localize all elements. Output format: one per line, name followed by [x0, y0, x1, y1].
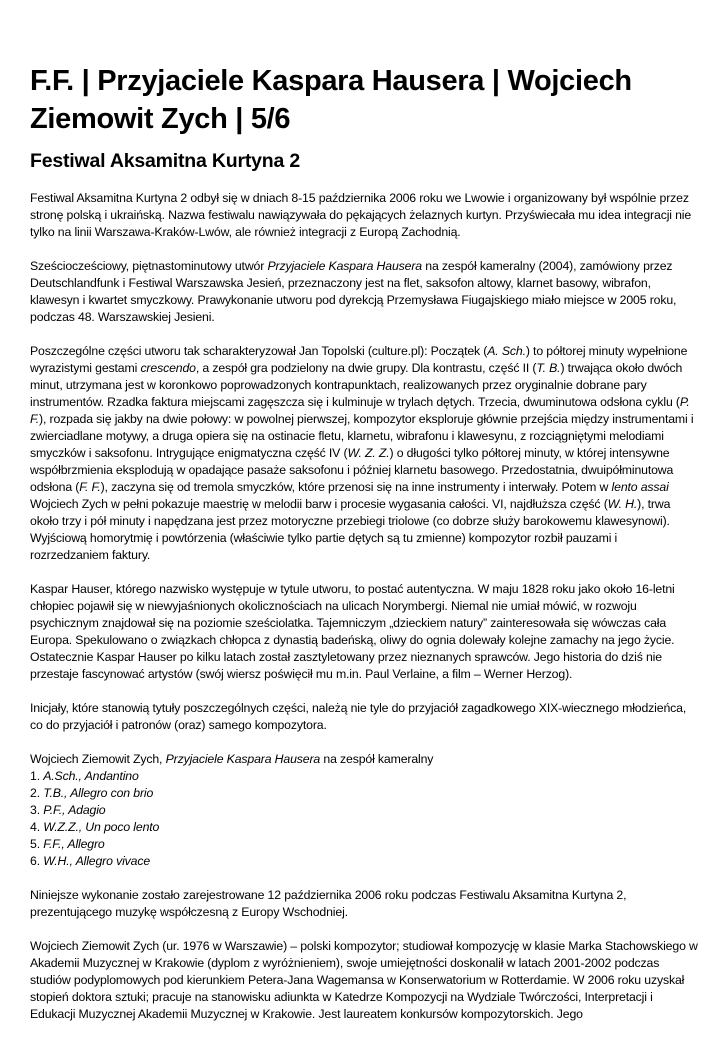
movement-number: 1. [30, 769, 44, 783]
movements-list [30, 751, 698, 870]
movement-number: 6. [30, 854, 44, 868]
list-item [30, 768, 698, 785]
movement-number: 2. [30, 786, 44, 800]
initials-italic: T. B. [536, 361, 561, 375]
movement-title: T.B., Allegro con brio [43, 786, 154, 800]
initials-italic: P. F. [30, 395, 690, 426]
text-run: ), trwa około trzy i pół minuty i napędzana jest przez motoryczne przebiegi triolowe (co dobrze służy barokowemu klawesynowi). Wyjściową homorytmię i powtórzenia (właściwie tylko partie dętych są tu zmienne) kompozytor rozbił pauzami i rozrzedzaniem faktury. [30, 497, 671, 562]
text-run: ), zaczyna się od tremola smyczków, które przenosi się na inne instrumenty i interwały. Potem w [100, 480, 612, 494]
text-run: Wojciech Zych w pełni pokazuje maestrię w melodii barw i procesie wygasania całości. VI, najdłuższa część ( [30, 497, 608, 511]
movement-title: F.F., Allegro [43, 837, 105, 851]
page-title: F.F. | Przyjaciele Kaspara Hausera | Wojciech Ziemowit Zych | 5/6 [30, 65, 632, 135]
movement-title: W.H., Allegro vivace [43, 854, 151, 868]
term-italic: lento assai [611, 480, 669, 494]
document-page [30, 62, 698, 1040]
list-item [30, 819, 698, 836]
term-italic: crescendo [140, 361, 196, 375]
paragraph-work-description [30, 258, 698, 326]
paragraph-kaspar-hauser: Kaspar Hauser, którego nazwisko występuje w tytule utworu, to postać autentyczna. W maju 1828 roku jako około 16-letni chłopiec pojawił się w niewyjaśnionych okolicznościach na ulicach Norymbergi. Niemal nie umiał mówić, w rozwoju psychicznym znajdował się na poziomie sześciolatka. Tajemniczym „dzieckiem natury” zainteresowała się wówczas cała Europa. Spekulowano o związkach chłopca z dynastią badeńską, oliwy do ognia dolewały kolejne zamachy na jego życie. Ostatecznie Kaspar Hauser po kilku latach został zasztyletowany przez nieznanych sprawców. Jego historia do dziś nie przestaje fascynować artystów (swój wiersz poświęcił mu m.in. Paul Verlaine, a film – Werner Herzog). [30, 582, 675, 681]
work-intro [30, 751, 698, 768]
text-run: na zespół kameralny (2004), zamówiony przez Deutschlandfunk i Festiwal Warszawska Jesień, przeznaczony jest na flet, saksofon altowy, klarnet basowy, wibrafon, klawesyn i kwartet smyczkowy. Prawykonanie utworu pod dyrekcją Przemysława Fiugajskiego miało miejsce w 2005 roku, podczas 48. Warszawskiej Jesieni. [30, 259, 677, 324]
paragraph-festival: Festiwal Aksamitna Kurtyna 2 odbył się w dniach 8-15 października 2006 roku we Lwowie i organizowany był wspólnie przez stronę polską i ukraińską. Nazwa festiwalu nawiązywała do pękających żelaznych kurtyn. Przyświecała mu idea integracji nie tylko na linii Warszawa-Kraków-Lwów, ale również integracji z Europą Zachodnią. [30, 191, 692, 239]
paragraph-composer-bio: Wojciech Ziemowit Zych (ur. 1976 w Warszawie) – polski kompozytor; studiował kompozycję w klasie Marka Stachowskiego w Akademii Muzycznej w Krakowie (dyplom z wyróżnieniem), swoje umiejętności doskonalił w latach 2001-2002 podczas studiów podyplomowych pod kierunkiem Petera-Jana Wagemansa w Konserwatorium w Rotterdamie. W 2006 roku uzyskał stopień doktora sztuki; pracuje na stanowisku adiunkta w Katedrze Kompozycji na Wydziale Twórczości, Interpretacji i Edukacji Muzycznej Akademii Muzycznej w Krakowie. Jest laureatem konkursów kompozytorskich. Jego [30, 939, 698, 1021]
text-run: ) to półtorej minuty wypełnione wyrazistymi gestami [30, 344, 688, 375]
movement-title: A.Sch., Andantino [43, 769, 139, 783]
text-run: ) o długości tylko półtorej minuty, w której intensywne współbrzmienia eksplodują w opadające pasaże saksofonu i później klarnetu basowego. Przedostatnia, dwuipółminutowa odsłona ( [30, 446, 674, 494]
movement-number: 5. [30, 837, 44, 851]
initials-italic: F. F. [79, 480, 101, 494]
initials-italic: A. Sch. [487, 344, 526, 358]
work-title-italic: Przyjaciele Kaspara Hausera [165, 752, 321, 766]
movement-number: 4. [30, 820, 44, 834]
paragraph-recording: Niniejsze wykonanie zostało zarejestrowane 12 października 2006 roku podczas Festiwalu Aksamitna Kurtyna 2, prezentującego muzykę współczesną z Europy Wschodniej. [30, 888, 627, 919]
text-run: Wojciech Ziemowit Zych, [30, 752, 166, 766]
movement-number: 3. [30, 803, 44, 817]
paragraph-initials: Inicjały, które stanowią tytuły poszczególnych części, należą nie tyle do przyjaciół zagadkowego XIX-wiecznego młodzieńca, co do przyjaciół i patronów (oraz) samego kompozytora. [30, 701, 687, 732]
list-item [30, 785, 698, 802]
text-run: ), rozpada się jakby na dwie połowy: w powolnej pierwszej, kompozytor eksploruje głównie przejścia między instrumentami i zwierciadlane motywy, a druga opiera się na ostinacie fletu, klarnetu, wibrafonu i klawesynu, z rozciągniętymi melodiami smyczków i saksofonu. Intrygujące enigmatyczna część IV ( [30, 412, 694, 460]
text-run: Poszczególne części utworu tak scharakteryzował Jan Topolski (culture.pl): Początek ( [30, 344, 488, 358]
text-run: , a zespół gra podzielony na dwie grupy. Dla kontrastu, część II ( [195, 361, 537, 375]
text-run: ) trwająca około dwóch minut, utrzymana jest w koronkowo poprowadzonych kontrapunktach, realizowanych przez oryginalnie dobrane pary instrumentów. Rzadka faktura miejscami zagęszcza się i kulminuje w trylach dętych. Trzecia, dwuminutowa odsłona cyklu ( [30, 361, 683, 409]
movement-title: P.F., Adagio [43, 803, 106, 817]
paragraph-movements-analysis [30, 343, 698, 564]
initials-italic: W. H. [607, 497, 638, 511]
text-run: na zespół kameralny [320, 752, 434, 766]
initials-italic: W. Z. Z. [347, 446, 390, 460]
text-run: Sześciocześciowy, piętnastominutowy utwór [30, 259, 268, 273]
list-item [30, 853, 698, 870]
movement-title: W.Z.Z., Un poco lento [43, 820, 160, 834]
section-heading: Festiwal Aksamitna Kurtyna 2 [30, 150, 301, 172]
list-item [30, 802, 698, 819]
work-title-italic: Przyjaciele Kaspara Hausera [267, 259, 422, 273]
list-item [30, 836, 698, 853]
